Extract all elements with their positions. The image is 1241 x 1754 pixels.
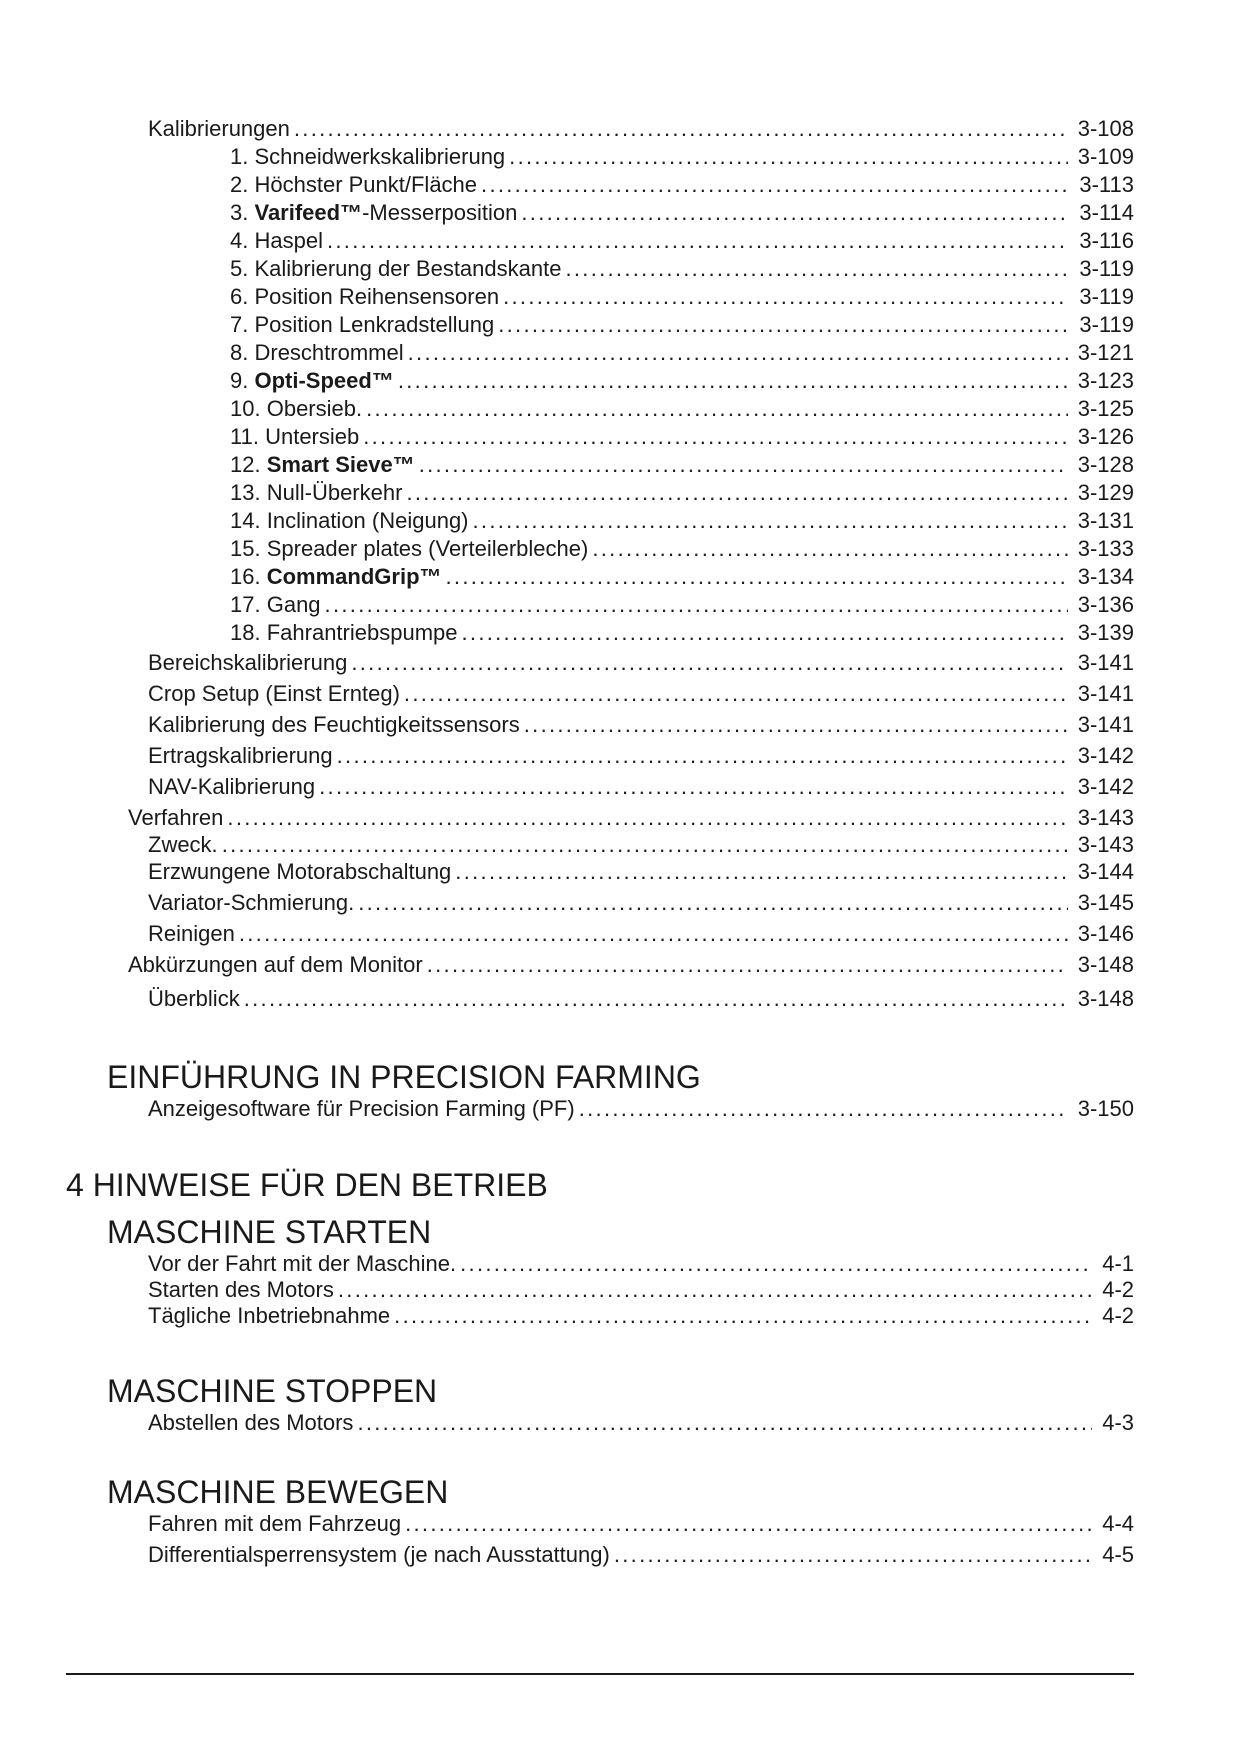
toc-label: 7. Position Lenkradstellung (230, 312, 495, 337)
toc-page-number: 3-145 (1077, 890, 1134, 915)
toc-entry[interactable] (230, 200, 1134, 226)
toc-page-number: 3-141 (1077, 681, 1134, 706)
dot-leader (405, 1511, 1092, 1537)
toc-label: 3. Varifeed™-Messerposition (230, 200, 518, 225)
toc-label: 9. Opti-Speed™ (230, 368, 394, 393)
dot-leader (357, 1410, 1092, 1436)
toc-label: 10. Obersieb. (230, 396, 363, 421)
footer-rule (66, 1673, 1134, 1675)
dot-leader (446, 564, 1068, 590)
toc-label: Differentialsperrensystem (je nach Ausstattung) (148, 1542, 610, 1567)
toc-page-number: 3-114 (1079, 200, 1134, 225)
toc-label: 17. Gang (230, 592, 321, 617)
toc-page-number: 3-119 (1079, 284, 1134, 309)
toc-page-number: 3-123 (1077, 368, 1134, 393)
dot-leader (239, 921, 1068, 947)
toc-page-number: 4-4 (1102, 1511, 1134, 1536)
toc-label: 16. CommandGrip™ (230, 564, 442, 589)
toc-label: 8. Dreschtrommel (230, 340, 404, 365)
toc-page-number: 3-141 (1077, 712, 1134, 737)
dot-leader (358, 890, 1068, 916)
dot-leader (473, 508, 1069, 534)
toc-page-number: 3-150 (1077, 1096, 1134, 1121)
toc-label: Erzwungene Motorabschaltung (148, 859, 452, 884)
toc-label: Reinigen (148, 921, 235, 946)
toc-label: Crop Setup (Einst Ernteg) (148, 681, 400, 706)
toc-label: Starten des Motors (148, 1277, 334, 1302)
toc-label: Zweck. (148, 832, 218, 857)
toc-label: Kalibrierung des Feuchtigkeitssensors (148, 712, 520, 737)
toc-entry[interactable] (148, 1303, 1134, 1329)
toc-label: 1. Schneidwerkskalibrierung (230, 144, 506, 169)
toc-page-number: 3-142 (1077, 743, 1134, 768)
toc-entry[interactable] (148, 921, 1134, 947)
toc-entry[interactable] (230, 620, 1134, 646)
toc-label: Bereichskalibrierung (148, 650, 348, 675)
dot-leader (222, 832, 1068, 858)
toc-entry[interactable] (230, 396, 1134, 422)
toc-page-number: 3-134 (1077, 564, 1134, 589)
toc-entry[interactable] (148, 650, 1134, 676)
toc-page-number: 4-1 (1102, 1251, 1134, 1276)
toc-entry[interactable] (230, 312, 1134, 338)
toc-label: 2. Höchster Punkt/Fläche (230, 172, 478, 197)
dot-leader (319, 774, 1068, 800)
dot-leader (244, 986, 1068, 1012)
dot-leader (325, 592, 1068, 618)
toc-label: 14. Inclination (Neigung) (230, 508, 469, 533)
dot-leader (503, 284, 1068, 310)
section-heading: MASCHINE STARTEN (107, 1214, 432, 1250)
toc-label: 18. Fahrantriebspumpe (230, 620, 458, 645)
toc-entry[interactable] (148, 1542, 1134, 1568)
toc-entry[interactable] (230, 536, 1134, 562)
section-heading: MASCHINE BEWEGEN (107, 1474, 449, 1510)
dot-leader (398, 368, 1068, 394)
toc-page-number: 4-2 (1102, 1277, 1134, 1302)
toc-entry[interactable] (148, 859, 1134, 885)
toc-label: 15. Spreader plates (Verteilerbleche) (230, 536, 589, 561)
toc-page-number: 3-148 (1077, 986, 1134, 1011)
dot-leader (498, 312, 1068, 338)
toc-label: 5. Kalibrierung der Bestandskante (230, 256, 562, 281)
section-heading: EINFÜHRUNG IN PRECISION FARMING (107, 1059, 701, 1095)
toc-entry[interactable] (230, 592, 1134, 618)
toc-page-number: 3-146 (1077, 921, 1134, 946)
toc-entry[interactable] (230, 508, 1134, 534)
dot-leader (406, 480, 1068, 506)
toc-label: Variator-Schmierung. (148, 890, 355, 915)
toc-entry[interactable] (148, 681, 1134, 707)
toc-page-number: 3-143 (1077, 805, 1134, 830)
toc-page-number: 4-3 (1102, 1410, 1134, 1435)
toc-entry[interactable] (230, 172, 1134, 198)
toc-entry[interactable] (230, 256, 1134, 282)
toc-label: Überblick (148, 986, 240, 1011)
toc-page-number: 3-136 (1077, 592, 1134, 617)
dot-leader (455, 859, 1068, 885)
dot-leader (294, 116, 1068, 142)
toc-entry[interactable] (230, 284, 1134, 310)
toc-entry[interactable] (148, 1251, 1134, 1277)
toc-page-number: 3-119 (1079, 312, 1134, 337)
toc-entry[interactable] (148, 1511, 1134, 1537)
toc-page-number: 3-129 (1077, 480, 1134, 505)
toc-label: Anzeigesoftware für Precision Farming (PF) (148, 1096, 575, 1121)
toc-page-number: 3-108 (1077, 116, 1134, 141)
toc-page-number: 3-116 (1079, 228, 1134, 253)
toc-page-number: 3-142 (1077, 774, 1134, 799)
dot-leader (338, 1277, 1092, 1303)
dot-leader (579, 1096, 1068, 1122)
dot-leader (481, 172, 1068, 198)
dot-leader (337, 743, 1068, 769)
toc-entry[interactable] (230, 228, 1134, 254)
dot-leader (351, 650, 1068, 676)
toc-label: Ertragskalibrierung (148, 743, 333, 768)
toc-page-number: 4-2 (1102, 1303, 1134, 1328)
toc-entry[interactable] (230, 480, 1134, 506)
dot-leader (419, 452, 1068, 478)
dot-leader (366, 396, 1068, 422)
chapter-heading: 4 HINWEISE FÜR DEN BETRIEB (66, 1167, 548, 1203)
toc-page-number: 3-109 (1077, 144, 1134, 169)
toc-label: 12. Smart Sieve™ (230, 452, 415, 477)
dot-leader (227, 805, 1068, 831)
dot-leader (565, 256, 1068, 282)
toc-label: Abstellen des Motors (148, 1410, 354, 1435)
toc-page-number: 3-119 (1079, 256, 1134, 281)
toc-entry[interactable] (148, 1096, 1134, 1122)
toc-entry[interactable] (230, 424, 1134, 450)
toc-label: 6. Position Reihensensoren (230, 284, 500, 309)
dot-leader (394, 1303, 1092, 1329)
dot-leader (509, 144, 1068, 170)
toc-page-number: 3-126 (1077, 424, 1134, 449)
toc-entry[interactable] (148, 774, 1134, 800)
toc-entry[interactable] (128, 952, 1134, 978)
toc-entry[interactable] (230, 368, 1134, 394)
toc-entry[interactable] (230, 340, 1134, 366)
dot-leader (363, 424, 1068, 450)
toc-page-number: 3-139 (1077, 620, 1134, 645)
toc-label: 13. Null-Überkehr (230, 480, 403, 505)
toc-entry[interactable] (148, 743, 1134, 769)
dot-leader (460, 1251, 1092, 1277)
toc-entry[interactable] (148, 1410, 1134, 1436)
toc-entry[interactable] (128, 805, 1134, 831)
toc-label: Kalibrierungen (148, 116, 290, 141)
toc-entry[interactable] (148, 890, 1134, 916)
toc-entry[interactable] (230, 564, 1134, 590)
toc-label: 11. Untersieb (230, 424, 360, 449)
toc-page-number: 3-121 (1077, 340, 1134, 365)
dot-leader (404, 681, 1068, 707)
dot-leader (592, 536, 1068, 562)
toc-label: 4. Haspel (230, 228, 323, 253)
dot-leader (524, 712, 1068, 738)
toc-label: Abkürzungen auf dem Monitor (128, 952, 423, 977)
dot-leader (327, 228, 1068, 254)
toc-page-number: 3-128 (1077, 452, 1134, 477)
toc-entry[interactable] (230, 144, 1134, 170)
toc-entry[interactable] (148, 116, 1134, 142)
dot-leader (614, 1542, 1092, 1568)
toc-label: Verfahren (128, 805, 224, 830)
toc-page-number: 3-143 (1077, 832, 1134, 857)
toc-entry[interactable] (148, 986, 1134, 1012)
toc-page-number: 3-133 (1077, 536, 1134, 561)
dot-leader (462, 620, 1069, 646)
toc-page-number: 3-131 (1077, 508, 1134, 533)
toc-page-number: 4-5 (1102, 1542, 1134, 1567)
dot-leader (427, 952, 1068, 978)
toc-page-number: 3-144 (1077, 859, 1134, 884)
toc-label: Fahren mit dem Fahrzeug (148, 1511, 402, 1536)
toc-label: Tägliche Inbetriebnahme (148, 1303, 391, 1328)
dot-leader (521, 200, 1068, 226)
toc-page-number: 3-148 (1077, 952, 1134, 977)
section-heading: MASCHINE STOPPEN (107, 1373, 438, 1409)
toc-label: NAV-Kalibrierung (148, 774, 316, 799)
toc-entry[interactable] (230, 452, 1134, 478)
toc-page-number: 3-125 (1077, 396, 1134, 421)
dot-leader (408, 340, 1068, 366)
toc-page-number: 3-113 (1079, 172, 1134, 197)
toc-entry[interactable] (148, 832, 1134, 858)
toc-label: Vor der Fahrt mit der Maschine. (148, 1251, 457, 1276)
toc-entry[interactable] (148, 1277, 1134, 1303)
toc-page-number: 3-141 (1077, 650, 1134, 675)
toc-entry[interactable] (148, 712, 1134, 738)
